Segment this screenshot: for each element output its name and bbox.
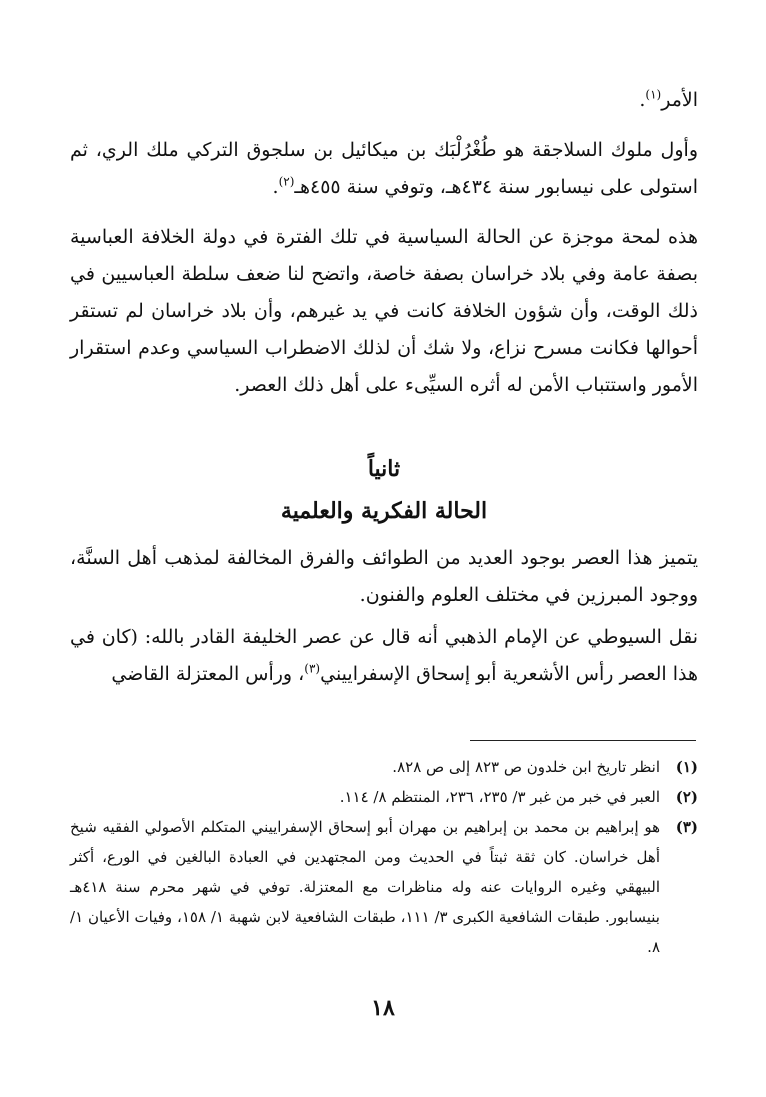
footnote-number: (٣) xyxy=(675,818,698,836)
paragraph-seljuk-kings xyxy=(70,132,698,206)
footnotes xyxy=(70,752,698,962)
footnote-item xyxy=(70,812,698,962)
paragraph-text: هذه لمحة موجزة عن الحالة السياسية في تلك الفترة في دولة الخلافة العباسية بصفة عامة وفي بلاد خراسان بصفة خاصة، واتضح لنا ضعف سلطة العباسيين في ذلك الوقت، وأن شؤون الخلافة كانت في يد غيرهم، وأن بلاد خراسان لم تستقر أحوالها فكانت مسرح نزاع، ولا شك أن لذلك الاضطراب السياسي وعدم استقرار الأمور واستتباب الأمن له أثره السيِّىء على أهل ذلك العصر. xyxy=(70,226,698,396)
footnote-text: العبر في خبر من غبر ٣/ ٢٣٥، ٢٣٦، المنتظم ٨/ ١١٤. xyxy=(339,788,660,806)
page-number: ١٨ xyxy=(371,995,395,1021)
paragraph-political-summary xyxy=(70,219,698,404)
paragraph-suyuti-quote xyxy=(70,619,698,693)
paragraph-end: . xyxy=(639,89,646,111)
footnote-number: (٢) xyxy=(675,788,698,806)
section-number-heading: ثانياً xyxy=(367,456,401,482)
footnote-text: انظر تاريخ ابن خلدون ص ٨٢٣ إلى ص ٨٢٨. xyxy=(392,758,660,776)
section-title-heading: الحالة الفكرية والعلمية xyxy=(280,498,488,524)
paragraph-text: الأمر xyxy=(661,89,698,111)
footnote-number: (١) xyxy=(675,758,698,776)
footnote-divider xyxy=(470,740,696,741)
paragraph-text: يتميز هذا العصر بوجود العديد من الطوائف والفرق المخالفة لمذهب أهل السنَّة، ووجود المبرزين في مختلف العلوم والفنون. xyxy=(70,547,698,606)
paragraph-end: ، ورأس المعتزلة القاضي xyxy=(111,663,305,685)
paragraph-text: نقل السيوطي عن الإمام الذهبي أنه قال عن عصر الخليفة القادر بالله: (كان في هذا العصر رأس الأشعرية أبو إسحاق الإسفراييني xyxy=(70,626,698,685)
footnote-item xyxy=(70,752,698,782)
footnote-ref: (٣) xyxy=(304,661,321,676)
paragraph-end: . xyxy=(272,176,279,198)
footnote-ref: (١) xyxy=(645,87,662,102)
paragraph-text: وأول ملوك السلاجقة هو طُغْرُلْبَك بن ميكائيل بن سلجوق التركي ملك الري، ثم استولى على نيسابور سنة ٤٣٤هـ، وتوفي سنة ٤٥٥هـ xyxy=(70,139,698,198)
footnote-ref: (٢) xyxy=(278,174,295,189)
footnote-item xyxy=(70,782,698,812)
paragraph-continuation xyxy=(70,82,698,119)
footnote-text: هو إبراهيم بن محمد بن إبراهيم بن مهران أبو إسحاق الإسفراييني المتكلم الأصولي الفقيه شيخ أهل خراسان. كان ثقة ثبتاً في الحديث ومن المجتهدين في العبادة البالغين في الورع، أكثر البيهقي وغيره الروايات عنه وله مناظرات مع المعتزلة. توفي في شهر محرم سنة ٤١٨هـ بنيسابور. طبقات الشافعية الكبرى ٣/ ١١١، طبقات الشافعية لابن شهبة ١/ ١٥٨، وفيات الأعيان ١/ ٨. xyxy=(70,818,660,956)
paragraph-era-sects xyxy=(70,540,698,614)
